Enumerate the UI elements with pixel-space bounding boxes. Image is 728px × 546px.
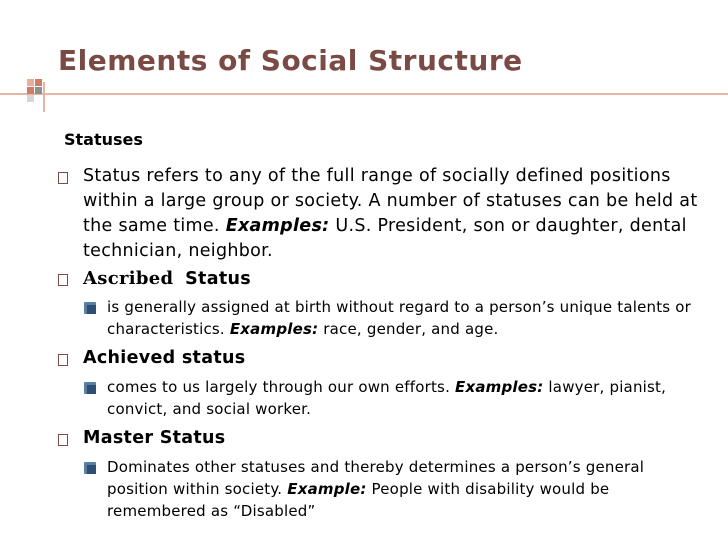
status-definition-text: Status refers to any of the full range of socially defined positions within a large group or society. A number of statuses can be held at the same time. bbox=[83, 166, 698, 236]
slide-title: Elements of Social Structure bbox=[58, 44, 523, 77]
master-text: Dominates other statuses and thereby determines a person’s general position within society. bbox=[107, 458, 645, 498]
decor-square bbox=[27, 79, 34, 86]
ascribed-label-sans: Status bbox=[185, 269, 251, 289]
decor-square bbox=[35, 87, 42, 94]
status-examples-text: U.S. President, son or daughter, dental technician, neighbor. bbox=[83, 216, 687, 261]
filled-square-bullet-icon bbox=[84, 462, 96, 474]
hollow-square-bullet-icon bbox=[58, 172, 68, 184]
section-heading: Statuses bbox=[64, 130, 143, 149]
achieved-text: comes to us largely through our own efforts. bbox=[107, 378, 451, 396]
achieved-description bbox=[107, 376, 707, 420]
ascribed-examples-label: Examples: bbox=[229, 320, 319, 338]
achieved-examples-label: Examples: bbox=[455, 378, 544, 396]
decor-square bbox=[27, 95, 34, 102]
master-label: Master Status bbox=[83, 428, 226, 448]
master-example-text: People with disability would be remembered as “Disabled” bbox=[107, 480, 610, 520]
ascribed-text: is generally assigned at birth without regard to a person’s unique talents or characteristics. bbox=[107, 298, 692, 338]
master-description bbox=[107, 456, 707, 522]
ascribed-examples-text: race, gender, and age. bbox=[318, 320, 499, 338]
filled-square-bullet-icon bbox=[84, 302, 96, 314]
ascribed-label bbox=[83, 266, 703, 292]
decor-square bbox=[35, 79, 42, 86]
status-definition bbox=[83, 164, 703, 264]
decor-square bbox=[27, 87, 34, 94]
hollow-square-bullet-icon bbox=[58, 434, 68, 446]
hollow-square-bullet-icon bbox=[58, 354, 68, 366]
achieved-label: Achieved status bbox=[83, 348, 246, 368]
ascribed-description bbox=[107, 296, 707, 340]
status-examples-label: Examples: bbox=[225, 216, 330, 236]
ascribed-label-serif: Ascribed bbox=[83, 268, 174, 289]
hollow-square-bullet-icon bbox=[58, 274, 68, 286]
title-underline bbox=[0, 93, 728, 95]
filled-square-bullet-icon bbox=[84, 382, 96, 394]
title-vertical-rule bbox=[43, 82, 45, 112]
achieved-examples-text: lawyer, pianist, convict, and social worker. bbox=[107, 378, 667, 418]
master-example-label: Example: bbox=[287, 480, 367, 498]
